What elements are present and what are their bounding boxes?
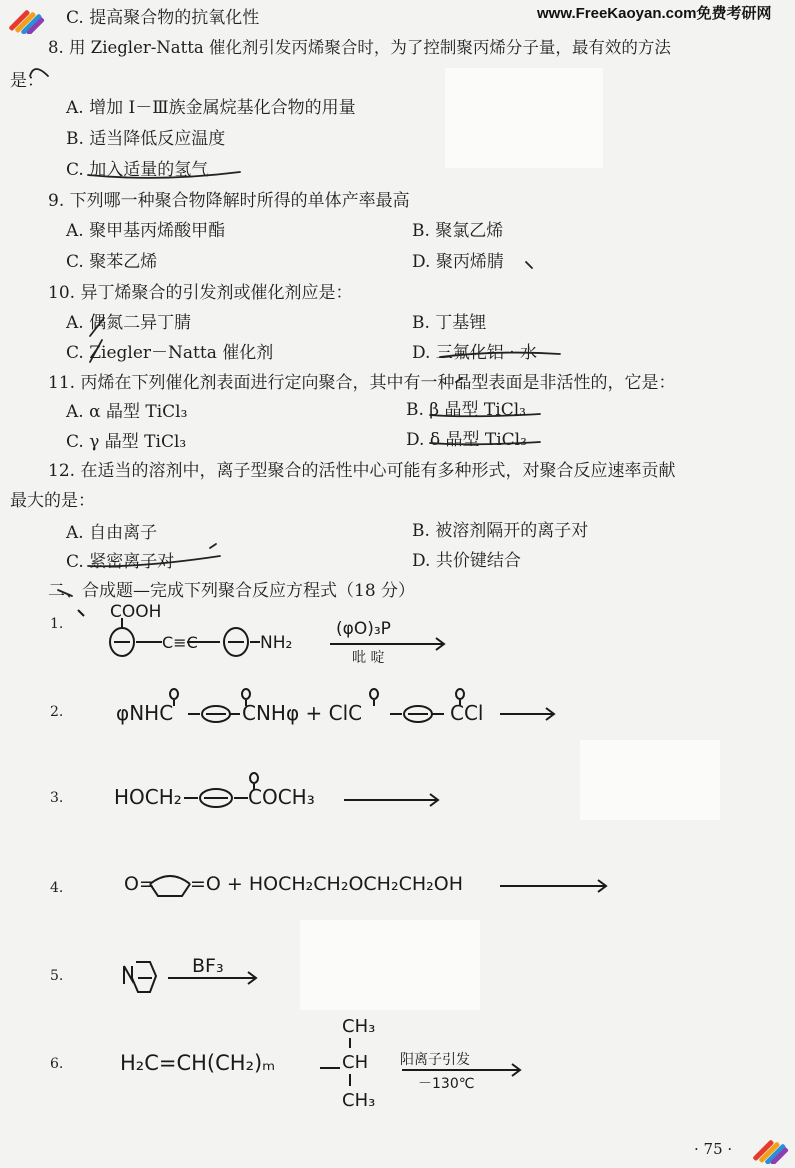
q11-option-d: D. δ 晶型 TiCl₃ — [406, 430, 527, 450]
eq2-number: 2. — [50, 704, 64, 720]
eq5-number: 5. — [50, 968, 64, 984]
eq1-triple-bond: C≡C — [162, 633, 198, 652]
q9-option-b: B. 聚氯乙烯 — [412, 221, 504, 241]
eq3-number: 3. — [50, 790, 64, 806]
eq6-ch3-bottom: CH₃ — [342, 1090, 376, 1111]
q8-stem-cont: 是： — [10, 71, 44, 91]
q9-option-c: C. 聚苯乙烯 — [66, 252, 158, 272]
eq3-right: COCH₃ — [248, 785, 315, 809]
eq2-left: φNHC — [116, 701, 174, 725]
eq1-number: 1. — [50, 616, 64, 632]
q10-option-d: D. 三氟化铝 · 水 — [412, 343, 538, 363]
site-brand[interactable]: www.FreeKaoyan.com免费考研网 — [537, 5, 772, 22]
eq6-ch3-top: CH₃ — [342, 1016, 376, 1037]
q9-option-d: D. 聚丙烯腈 — [412, 252, 504, 272]
q10-stem: 10. 异丁烯聚合的引发剂或催化剂应是： — [48, 283, 353, 303]
q9-option-a: A. 聚甲基丙烯酸甲酯 — [66, 221, 226, 241]
eq3-left: HOCH₂ — [114, 785, 182, 809]
eq6-ch: CH — [342, 1052, 369, 1073]
q11-option-b: B. β 晶型 TiCl₃ — [406, 400, 526, 420]
eq4-number: 4. — [50, 880, 64, 896]
equation-1 — [40, 600, 480, 670]
eq6-condition-bottom: －130℃ — [418, 1076, 475, 1092]
eq4-right: =O + HOCH₂CH₂OCH₂CH₂OH — [190, 873, 463, 895]
equation-3 — [40, 770, 460, 820]
eq6-left: H₂C=CH(CH₂)ₘ — [120, 1051, 276, 1075]
section2-heading: 二、合成题—完成下列聚合反应方程式（18 分） — [48, 581, 416, 601]
q12-option-c: C. 紧密离子对 — [66, 552, 175, 572]
eq2-right: CCl — [450, 701, 484, 725]
scan-patch — [580, 740, 720, 820]
eq1-nh2: NH₂ — [260, 633, 293, 653]
q10-option-c: C. Ziegler－Natta 催化剂 — [66, 343, 274, 363]
eq5-reagent: BF₃ — [192, 955, 224, 977]
equation-6 — [40, 1008, 540, 1118]
q11-stem: 11. 丙烯在下列催化剂表面进行定向聚合，其中有一种晶型表面是非活性的，它是： — [48, 373, 676, 393]
footer-logo-icon — [748, 1130, 792, 1164]
q8-option-c: C. 加入适量的氢气 — [66, 160, 209, 180]
q12-option-d: D. 共价键结合 — [412, 551, 521, 571]
q8-stem: 8. 用 Ziegler-Natta 催化剂引发丙烯聚合时，为了控制聚丙烯分子量，最有效的方法 — [48, 38, 671, 57]
q12-option-b: B. 被溶剂隔开的离子对 — [412, 521, 589, 541]
q12-stem-cont: 最大的是： — [10, 491, 95, 511]
eq6-number: 6. — [50, 1056, 64, 1072]
eq2-middle: CNHφ + ClC — [242, 701, 363, 725]
q10-option-b: B. 丁基锂 — [412, 313, 487, 333]
q8-option-a: A. 增加 I－Ⅲ族金属烷基化合物的用量 — [66, 98, 356, 118]
equation-5 — [40, 948, 300, 1008]
q11-option-c: C. γ 晶型 TiCl₃ — [66, 432, 187, 452]
q11-option-a: A. α 晶型 TiCl₃ — [66, 402, 188, 422]
eq1-cooh: COOH — [110, 602, 162, 622]
page-number: · 75 · — [694, 1140, 733, 1158]
q8-option-b: B. 适当降低反应温度 — [66, 129, 226, 149]
eq1-reagent-top: (φO)₃P — [336, 619, 391, 639]
equation-4 — [40, 860, 620, 910]
eq6-condition-top: 阳离子引发 — [400, 1052, 470, 1068]
scan-patch — [300, 920, 480, 1010]
q9-stem: 9. 下列哪一种聚合物降解时所得的单体产率最高 — [48, 191, 410, 211]
eq4-left: O= — [124, 873, 155, 895]
q10-option-a: A. 偶氮二异丁腈 — [66, 313, 192, 333]
q12-stem: 12. 在适当的溶剂中，离子型聚合的活性中心可能有多种形式，对聚合反应速率贡献 — [48, 461, 676, 481]
eq1-reagent-bottom: 吡 啶 — [352, 650, 385, 666]
equation-2 — [40, 680, 580, 740]
q12-option-a: A. 自由离子 — [66, 523, 158, 543]
q7-option-c: C. 提高聚合物的抗氧化性 — [66, 8, 260, 28]
